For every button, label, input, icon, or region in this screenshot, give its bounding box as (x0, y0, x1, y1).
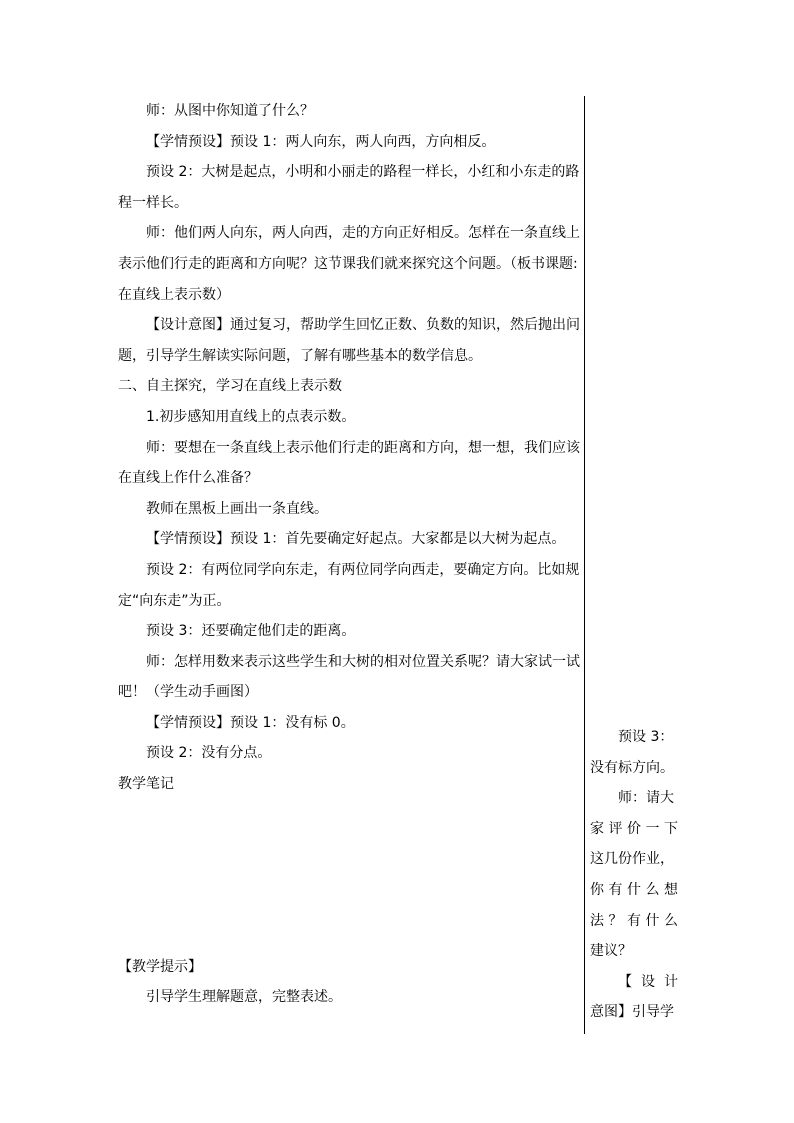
paragraph-continuation: 程一样长。 (118, 194, 188, 211)
paragraph-continuation: 表示他们行走的距离和方向呢？这节课我们就来探究这个问题。（板书课题: (118, 255, 578, 272)
side-line: 没有标方向。 (590, 759, 674, 776)
paragraph-continuation: 在直线上表示数） (118, 286, 230, 303)
paragraph: 预设 3：还要确定他们走的距离。 (146, 623, 356, 640)
paragraph-continuation: 在直线上作什么准备？ (118, 470, 258, 487)
paragraph: 【设计意图】通过复习，帮助学生回忆正数、负数的知识，然后抛出问 (146, 317, 580, 334)
paragraph-continuation: 定“向东走”为正。 (118, 592, 231, 609)
paragraph: 预设 2：有两位同学向东走，有两位同学向西走，要确定方向。比如规 (146, 561, 580, 578)
paragraph: 【学情预设】预设 1：两人向东，两人向西，方向相反。 (146, 133, 496, 150)
paragraph: 师：他们两人向东，两人向西，走的方向正好相反。怎样在一条直线上 (146, 225, 580, 242)
tips-title: 【教学提示】 (118, 958, 202, 975)
side-line: 这几份作业， (590, 851, 674, 868)
main-column (118, 96, 580, 1013)
side-line: 你有什么想 (590, 881, 678, 898)
paragraph: 【学情预设】预设 1：首先要确定好起点。大家都是以大树为起点。 (146, 531, 566, 548)
paragraph: 师：要想在一条直线上表示他们行走的距离和方向，想一想，我们应该 (146, 439, 580, 456)
paragraph: 【学情预设】预设 1：没有标 0。 (146, 714, 355, 731)
side-line: 建议？ (590, 943, 632, 960)
paragraph: 预设 2：大树是起点，小明和小丽走的路程一样长，小红和小东走的路 (146, 164, 580, 181)
side-line: 家评价一下 (590, 820, 678, 837)
paragraph-continuation: 题，引导学生解读实际问题，了解有哪些基本的数学信息。 (118, 347, 482, 364)
subsection-heading: 1.初步感知用直线上的点表示数。 (146, 408, 356, 425)
notes-title: 教学笔记 (118, 776, 174, 793)
side-line: 预设 3： (618, 729, 674, 745)
section-heading: 二、自主探究，学习在直线上表示数 (118, 378, 342, 395)
paragraph-continuation: 吧！（学生动手画图） (118, 684, 258, 701)
side-line: 意图】引导学 (590, 1004, 674, 1021)
side-line: 【设计 (618, 973, 678, 990)
notes-space (118, 800, 580, 952)
paragraph: 教师在黑板上画出一条直线。 (146, 500, 328, 517)
paragraph: 师：怎样用数来表示这些学生和大树的相对位置关系呢？请大家试一试 (146, 653, 580, 670)
paragraph: 师：从图中你知道了什么？ (146, 103, 314, 119)
side-column (590, 722, 678, 1028)
paragraph: 预设 2：没有分点。 (146, 745, 272, 762)
column-divider (584, 96, 585, 1034)
tips-text: 引导学生理解题意，完整表述。 (146, 989, 342, 1006)
side-line: 法？有什么 (590, 912, 678, 929)
side-line: 师：请大 (618, 790, 674, 807)
